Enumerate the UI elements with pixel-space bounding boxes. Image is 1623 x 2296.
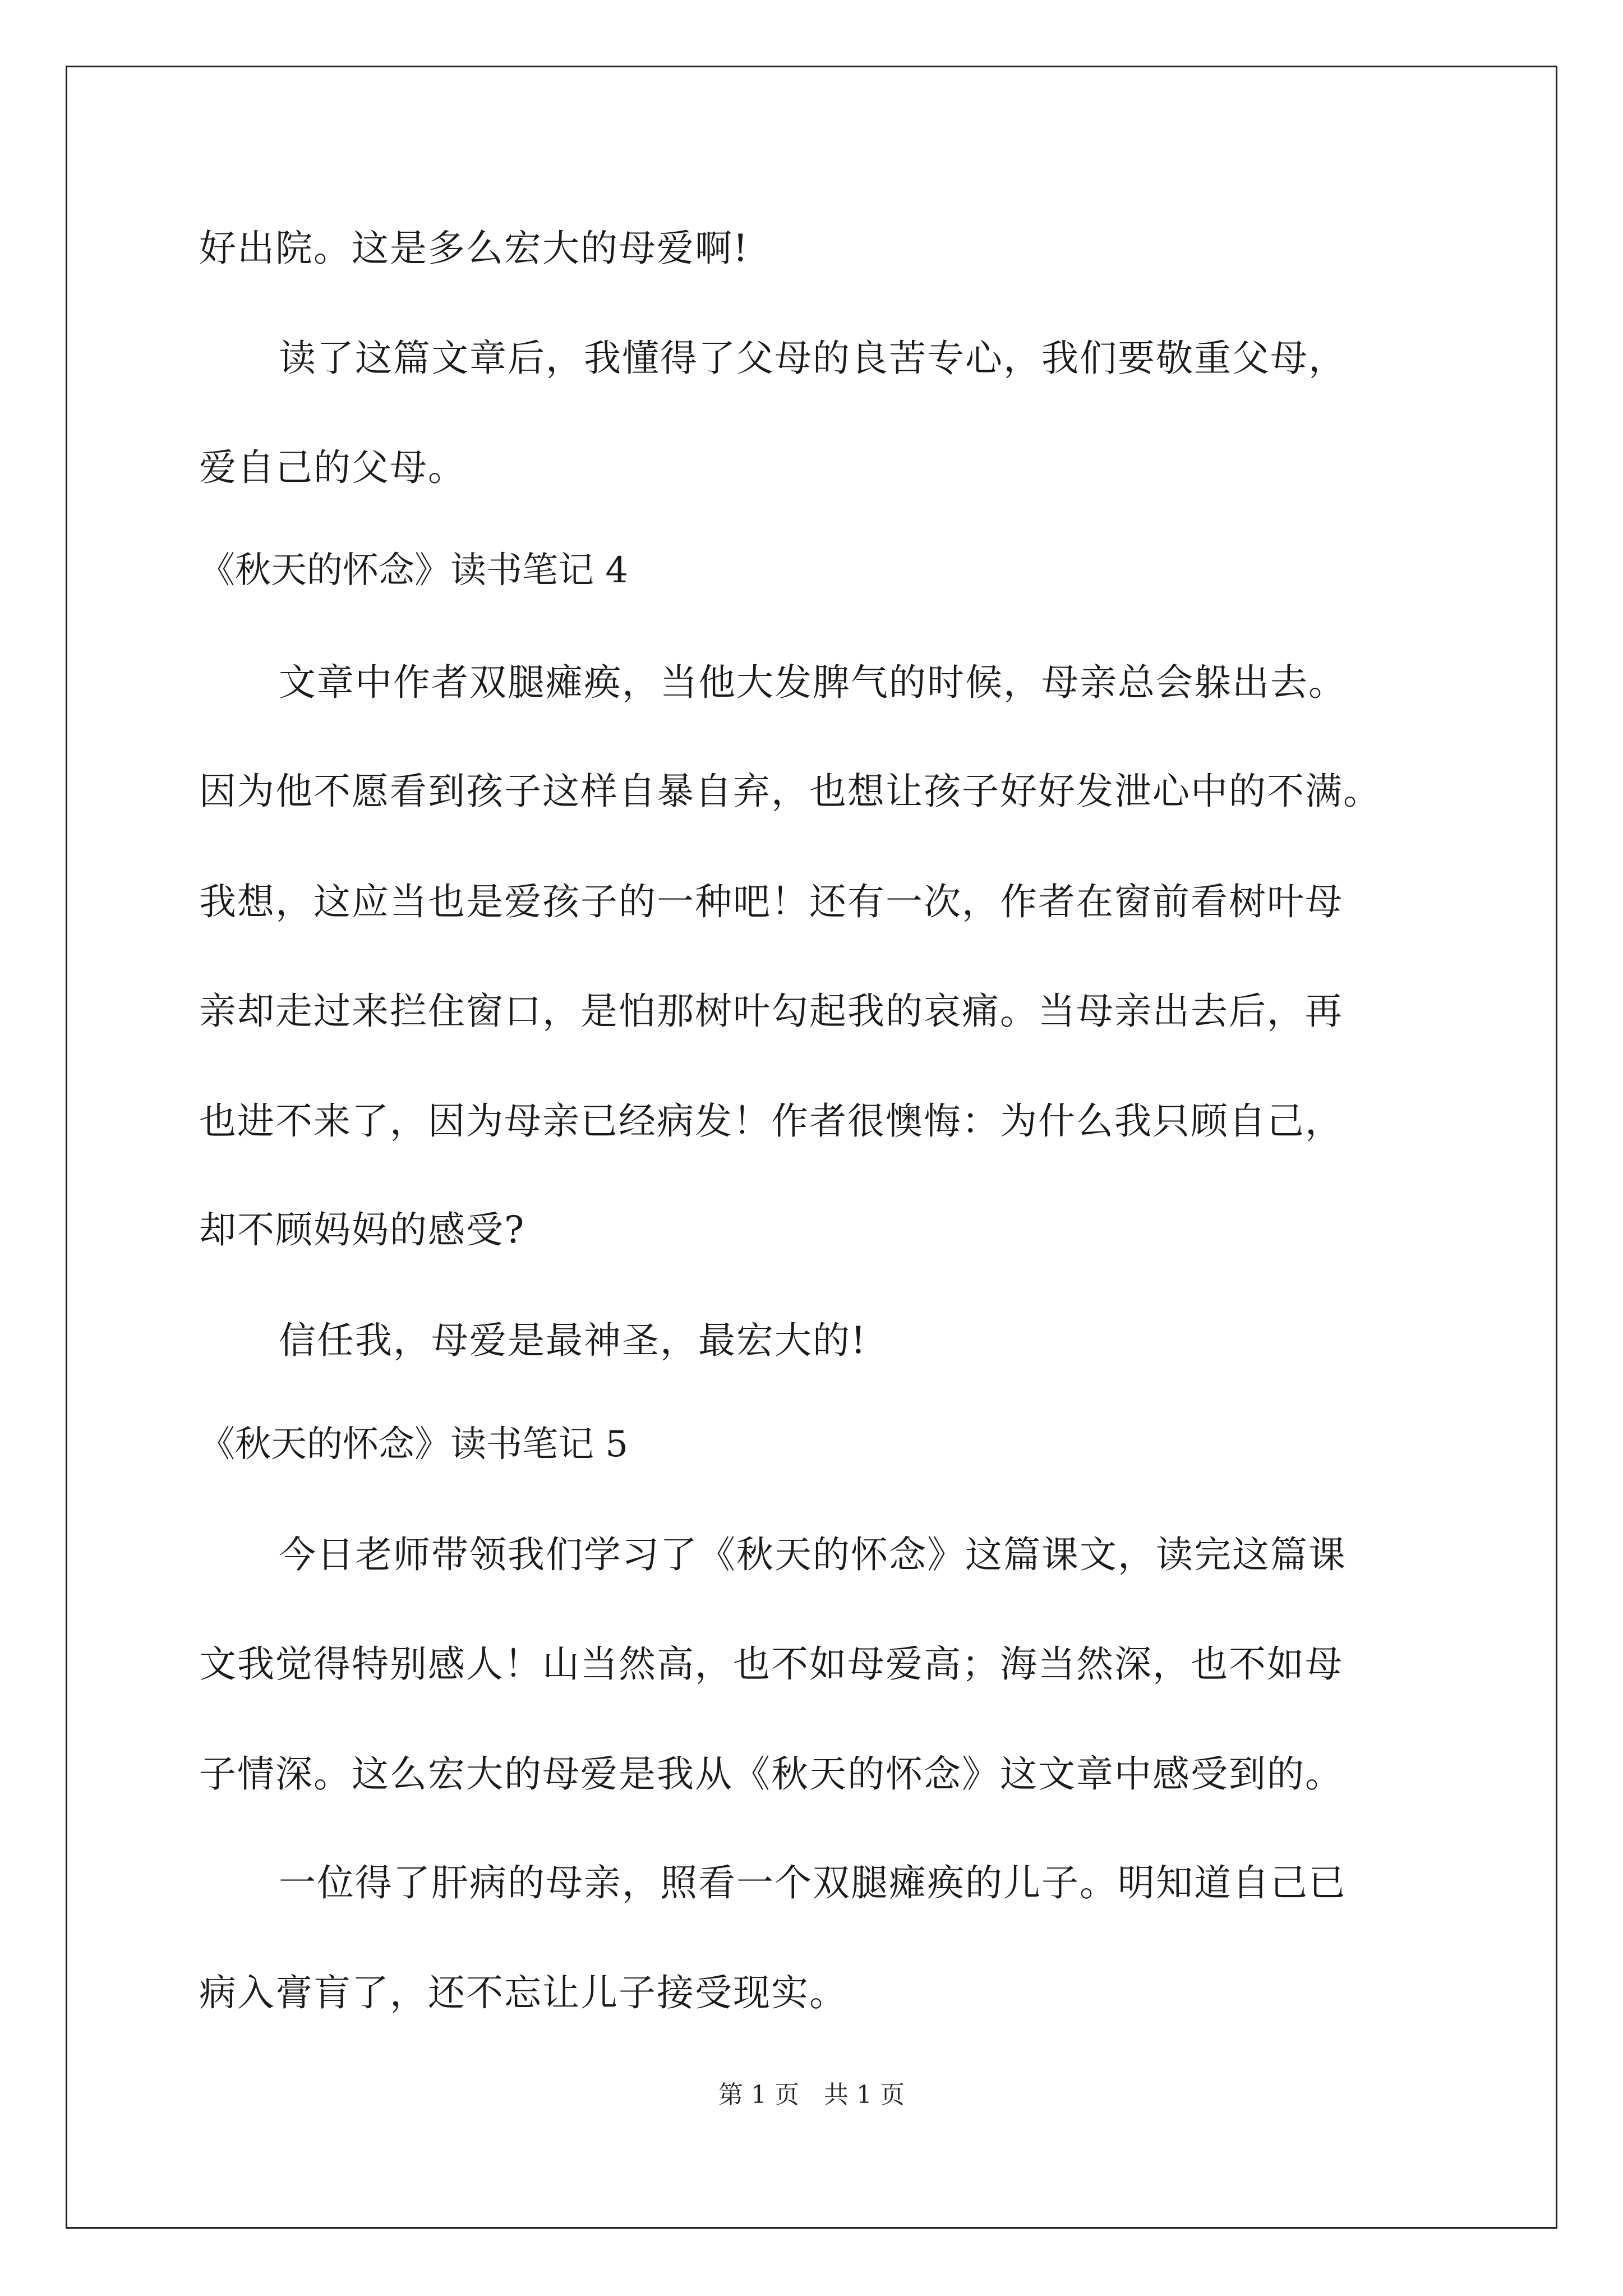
- text-line: 子情深。这么宏大的母爱是我从《秋天的怀念》这文章中感受到的。: [199, 1752, 1343, 1796]
- text-line: 今日老师带领我们学习了《秋天的怀念》这篇课文，读完这篇课: [279, 1533, 1347, 1576]
- text-line: 爱自己的父母。: [199, 446, 466, 489]
- text-line: 好出院。这是多么宏大的母爱啊!: [199, 227, 749, 270]
- text-line: 读了这篇文章后，我懂得了父母的良苦专心，我们要敬重父母，: [279, 337, 1347, 380]
- section-heading: 《秋天的怀念》读书笔记 4: [199, 550, 629, 591]
- text-line: 信任我，母爱是最神圣，最宏大的!: [279, 1319, 867, 1362]
- text-line: 文我觉得特别感人！山当然高，也不如母爱高；海当然深，也不如母: [199, 1642, 1343, 1686]
- text-line: 也进不来了，因为母亲已经病发！作者很懊悔：为什么我只顾自己，: [199, 1099, 1343, 1143]
- text-line: 一位得了肝病的母亲，照看一个双腿瘫痪的儿子。明知道自己已: [279, 1861, 1347, 1904]
- text-line: 亲却走过来拦住窗口，是怕那树叶勾起我的哀痛。当母亲出去后，再: [199, 990, 1343, 1033]
- text-line: 却不顾妈妈的感受?: [199, 1208, 525, 1251]
- text-line: 因为他不愿看到孩子这样自暴自弃，也想让孩子好好发泄心中的不满。: [199, 770, 1381, 813]
- section-heading: 《秋天的怀念》读书笔记 5: [199, 1424, 629, 1465]
- text-line: 病入膏肓了，还不忘让儿子接受现实。: [199, 1971, 847, 2014]
- page-number: 第 1 页 共 1 页: [718, 2081, 905, 2109]
- text-line: 我想，这应当也是爱孩子的一种吧！还有一次，作者在窗前看树叶母: [199, 880, 1343, 923]
- text-line: 文章中作者双腿瘫痪，当他大发脾气的时候，母亲总会躲出去。: [279, 661, 1347, 704]
